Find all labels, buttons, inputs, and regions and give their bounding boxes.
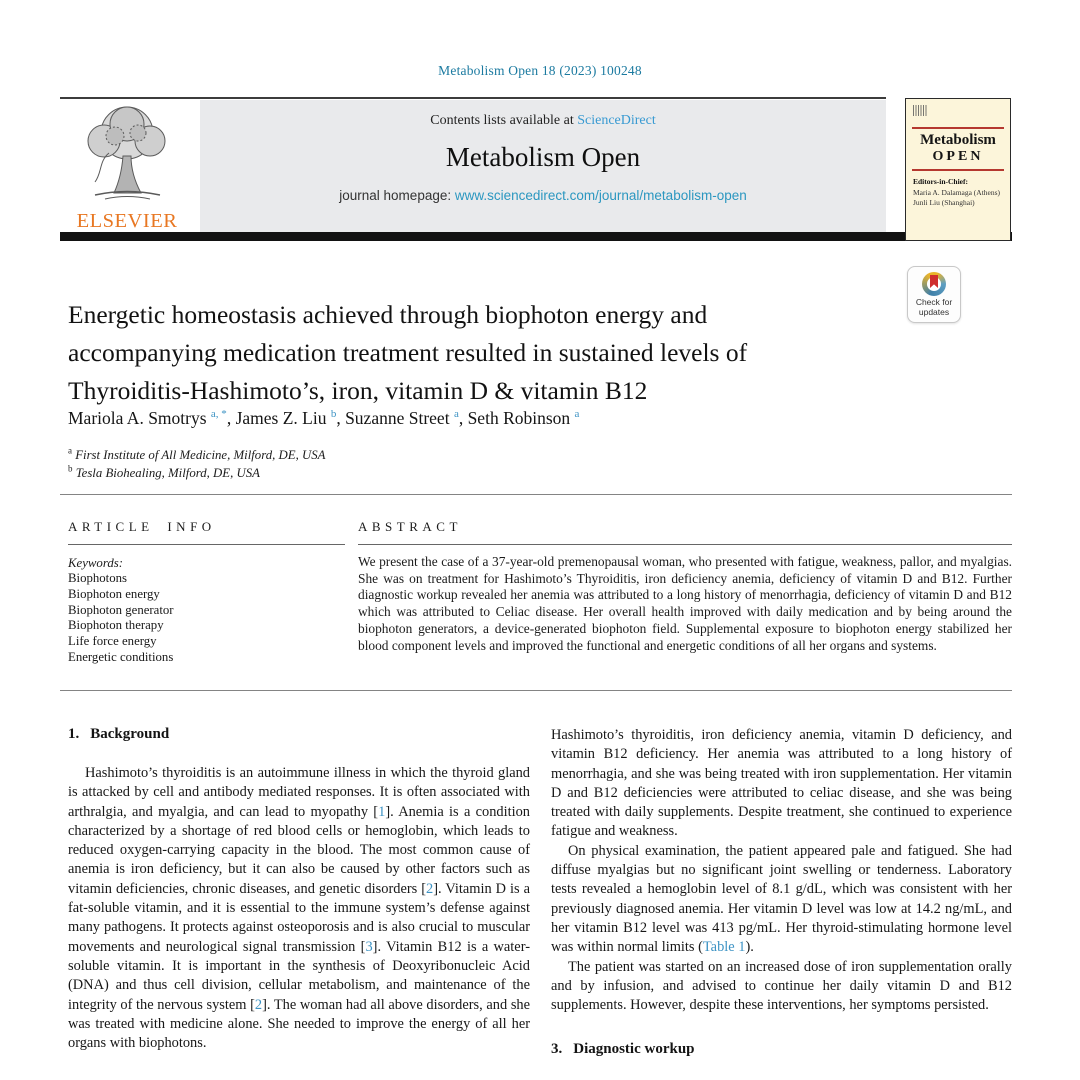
affiliation-a — [68, 447, 325, 465]
affiliation-text: Tesla Biohealing, Milford, DE, USA — [75, 465, 260, 480]
cover-rule — [912, 169, 1004, 171]
separator: , — [458, 408, 468, 428]
paragraph-text: ]. Vitamin B12 is a water-soluble vitamin. It is important in the synthesis of Deoxyribonucleic Acid (DNA) and thus cell division, cellular metabolism, and maintenance of the integrity of the nervous system [ — [68, 938, 530, 1013]
cover-editors-label: Editors-in-Chief: — [913, 177, 968, 186]
author-name: James Z. Liu — [235, 408, 331, 428]
cover-editor: Junli Liu (Shanghai) — [913, 198, 975, 207]
keyword: Biophoton energy — [68, 586, 160, 601]
citation-ref[interactable]: 3 — [365, 938, 373, 955]
body-right-column — [551, 726, 1012, 1058]
contents-prefix: Contents lists available at — [430, 113, 578, 128]
badge-line2: updates — [918, 306, 950, 317]
contents-line — [200, 100, 886, 129]
section-number: 3. — [551, 1041, 563, 1058]
journal-cover-thumbnail[interactable] — [905, 98, 1011, 241]
author-list — [68, 408, 908, 429]
abstract-heading: ABSTRACT — [358, 519, 462, 534]
journal-homepage-link[interactable]: www.sciencedirect.com/journal/metabolism-open — [454, 188, 747, 203]
article-info-heading: ARTICLE INFO — [68, 519, 216, 534]
crossmark-icon — [922, 272, 946, 296]
section-divider-rule — [60, 690, 1012, 691]
section-number: 1. — [68, 726, 80, 742]
author-name: Suzanne Street — [345, 408, 454, 428]
author-affiliation-sup[interactable]: b — [330, 408, 337, 421]
sciencedirect-link[interactable]: ScienceDirect — [577, 113, 656, 128]
elsevier-logo[interactable] — [62, 103, 192, 233]
author-affiliation-sup[interactable]: a — [453, 408, 459, 421]
separator: , — [226, 408, 236, 428]
paragraph-text: On physical examination, the patient appeared pale and fatigued. She had diffuse myalgias but no significant joint swelling or tenderness. Laboratory tests revealed a hemoglobin level of 8.1 g/dL, which was consistent with her previously diagnosed anemia. Her vitamin D level was low at 14.2 ng/mL, and her vitamin B12 level was 413 pg/mL. Her thyroid-stimulating hormone level was within normal limits ( — [551, 842, 1012, 956]
paragraph-text: Hashimoto’s thyroiditis is an autoimmune illness in which the thyroid gland is attacked by cell and antibody mediated responses. It is often associated with arthralgia, and myalgia, and can lead to myopathy [ — [68, 765, 530, 820]
section-divider-rule — [60, 494, 1012, 495]
keyword: Energetic conditions — [68, 649, 174, 664]
abstract-column — [358, 519, 1012, 654]
paragraph-text: ). — [745, 939, 754, 956]
barcode-icon — [913, 105, 928, 116]
body-paragraph: The patient was started on an increased dose of iron supplementation orally and by infusion, and advised to continue her daily vitamin D and B12 supplements. However, despite these interventions, her symptoms persisted. — [551, 958, 1012, 1014]
affiliation-sup: b — [68, 463, 73, 474]
author-affiliation-sup[interactable]: a — [574, 408, 580, 421]
affiliations — [68, 447, 325, 482]
section-label: Background — [90, 726, 170, 742]
article-info-rule — [68, 544, 345, 545]
affiliation-b — [68, 465, 325, 483]
keyword: Biophoton therapy — [68, 618, 164, 633]
cover-journal-subtitle: OPEN — [932, 149, 984, 164]
citation-ref[interactable]: 2 — [426, 880, 434, 897]
check-for-updates-label — [908, 298, 960, 317]
separator: , — [336, 408, 346, 428]
section-label: Diagnostic workup — [573, 1041, 695, 1058]
keyword: Life force energy — [68, 634, 157, 649]
author-affiliation-sup[interactable]: a, * — [210, 408, 227, 421]
abstract-text: We present the case of a 37-year-old premenopausal woman, who presented with fatigue, weakness, pallor, and myalgias. She was on treatment for Hashimoto’s Thyroiditis, iron deficiency anemia, deficiency of vitamin D and B12. Further diagnostic workup revealed her anemia was attributed to a long history of menorrhagia, deficiency of vitamin D and B12 which was attributed to Celiac disease. Her overall health improved with daily medication and by being around the biophoton generators, a device-generated biophoton field. Supplemental exposure to biophoton energy stabilized her blood component levels and improved the functional and energetic conditions of all her organs and systems. — [358, 554, 1012, 653]
body-paragraph — [551, 842, 1012, 958]
table-1-link[interactable]: Table 1 — [702, 939, 746, 956]
paragraph-text: ]. The woman had all above disorders, and she was treated with medicine alone. She needed to improve the energy of all her organs with biophotons. — [68, 996, 530, 1052]
author-name: Seth Robinson — [467, 408, 575, 428]
citation-ref[interactable]: 1 — [378, 803, 386, 820]
keyword: Biophotons — [68, 571, 128, 585]
journal-name: Metabolism Open — [445, 142, 641, 172]
author-name: Mariola A. Smotrys — [68, 408, 211, 428]
journal-homepage-line — [200, 188, 886, 203]
journal-header-box — [200, 100, 886, 232]
section-heading-background — [68, 726, 530, 743]
paragraph-text: ]. Vitamin D is a fat-soluble vitamin, and it is essential to the immune system’s defense against many pathogens. It protects against osteoporosis and is also crucial to muscular movements and neurological signal transmission [ — [68, 880, 530, 955]
badge-line1: Check for — [915, 297, 953, 307]
header-divider-bar — [60, 232, 1012, 241]
header-top-rule — [60, 97, 886, 99]
keywords-label: Keywords: — [68, 556, 123, 570]
affiliation-text: First Institute of All Medicine, Milford, DE, USA — [75, 448, 326, 462]
homepage-prefix: journal homepage: — [339, 188, 455, 203]
abstract-rule — [358, 544, 1012, 545]
keyword: Biophoton generator — [68, 602, 174, 617]
affiliation-sup: a — [68, 445, 72, 456]
body-left-column — [68, 726, 530, 1053]
cover-rule — [912, 127, 1004, 129]
section-heading-diagnostic-workup — [551, 1041, 1012, 1058]
cover-journal-title: Metabolism — [920, 132, 996, 148]
check-for-updates-badge[interactable] — [907, 266, 961, 323]
body-paragraph: Hashimoto’s thyroiditis, iron deficiency anemia, vitamin D deficiency, and vitamin B12 deficiency. Her anemia was attributed to a long history of menorrhagia, and she was being treated with iron supplementation. Her vitamin D and B12 deficiencies were attributed to celiac disease, and she was being treated with daily supplements. Despite treatment, she continued to experience fatigue and weakness. — [551, 727, 1012, 840]
paragraph-text: ]. Anemia is a condition characterized by a shortage of red blood cells or hemoglobin, which leads to reduced oxygen-carrying capacity in the blood. The most common cause of anemia is iron deficiency, but it can also be caused by other factors such as vitamin deficiencies, chronic diseases, and genetic disorders [ — [68, 803, 530, 897]
article-title: Energetic homeostasis achieved through biophoton energy and accompanying medication treatment resulted in sustained levels of Thyroiditis-Hashimoto’s, iron, vitamin D & vitamin B12 — [68, 300, 748, 405]
elsevier-tree-icon — [75, 103, 179, 205]
cover-editor: Maria A. Dalamaga (Athens) — [913, 187, 1001, 197]
body-paragraph — [68, 764, 530, 1053]
journal-citation[interactable]: Metabolism Open 18 (2023) 100248 — [438, 63, 642, 78]
elsevier-wordmark: ELSEVIER — [76, 210, 178, 232]
article-info-column — [68, 519, 346, 666]
citation-ref[interactable]: 2 — [254, 996, 263, 1013]
